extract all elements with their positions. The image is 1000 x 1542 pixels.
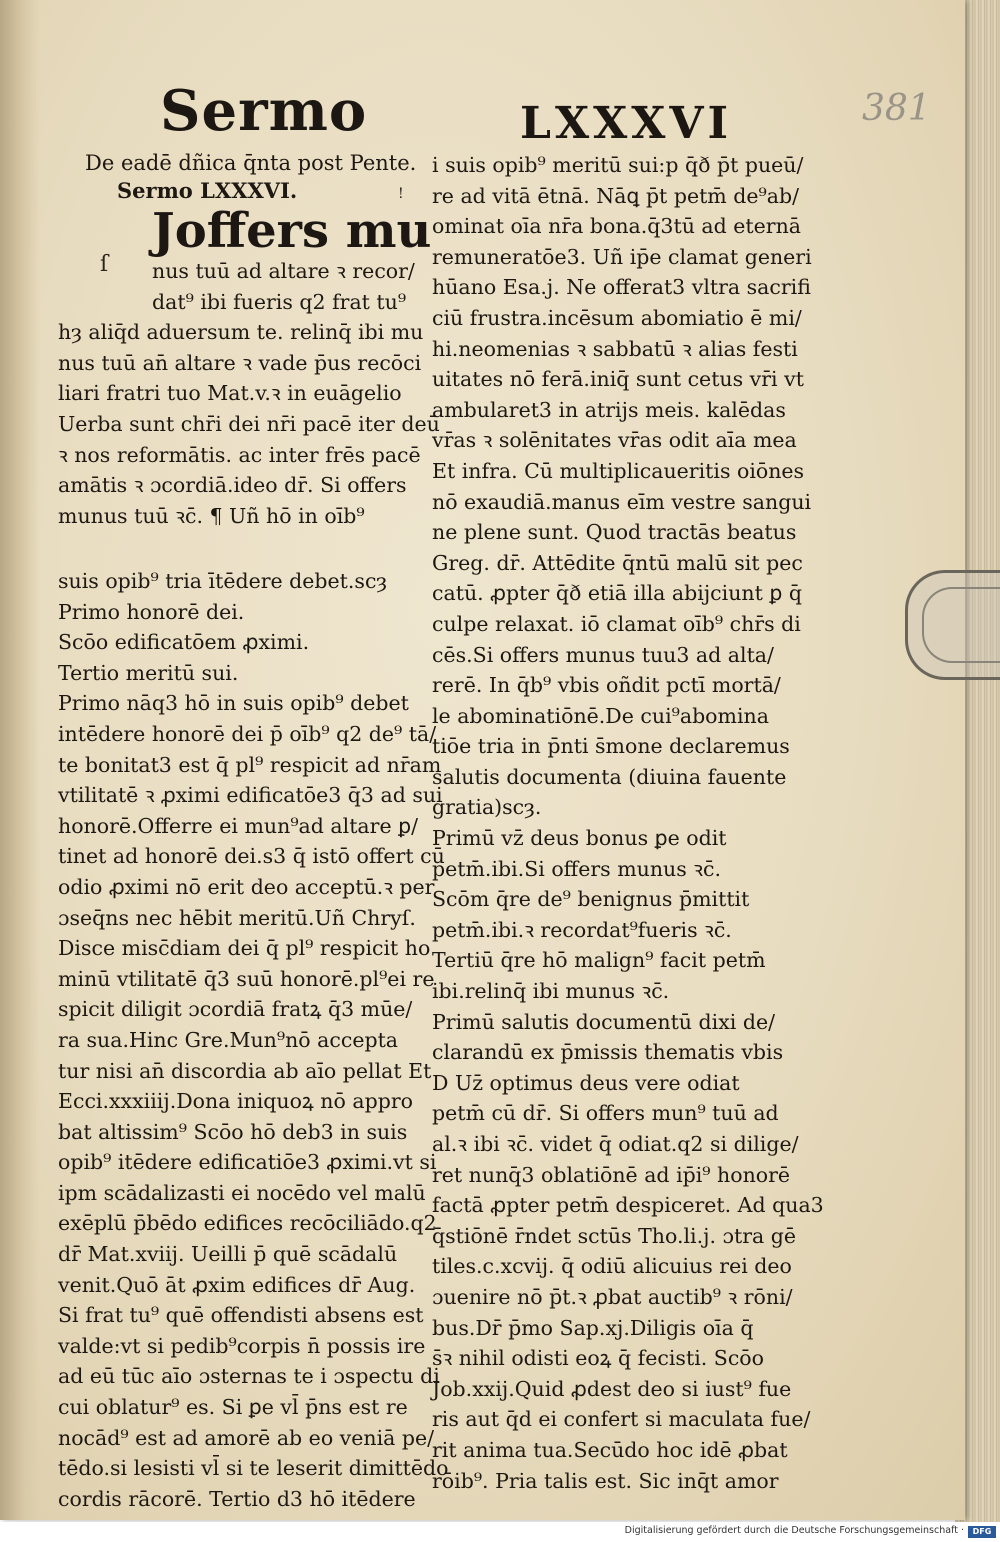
text-line: ɔuenire nō p̄t.ꝛ ꝓbat auctib⁹ ꝛ rōni/ <box>432 1284 793 1309</box>
left-text-column <box>58 566 449 1514</box>
sermon-heading-title: De eadē dñica q̄nta post Pente. <box>85 151 417 175</box>
text-line: nus tuū ad altare ꝛ recor/ <box>152 259 415 283</box>
text-line: Primo nāq3 hō in suis opib⁹ debet <box>58 691 409 716</box>
text-line: ominat oīa nr̄a bona.q̄3tū ad eternā <box>432 214 802 239</box>
text-line: vtilitatē ꝛ ꝓximi edificatōe3 q̄3 ad sui <box>58 783 443 808</box>
text-line: tēdo.si lesisti vl̄ si te leserit dimittēdo <box>58 1456 449 1481</box>
text-line: Scōm q̄re de⁹ benignus p̄mittit <box>432 887 750 912</box>
text-line: te bonitat3 est q̄ pl⁹ respicit ad nr̄am <box>58 752 442 777</box>
text-line: opib⁹ itēdere edificatiōe3 ꝓximi.vt si <box>58 1150 437 1175</box>
text-line: amātis ꝛ ɔcordiā.ideo dr̄. Si offers <box>58 473 407 498</box>
text-line: minū vtilitatē q̄3 suū honorē.pl⁹ei re <box>58 966 435 991</box>
footer-credit: Digitalisierung gefördert durch die Deutsche Forschungsgemeinschaft · <box>624 1525 964 1536</box>
text-line: ambularet3 in atrijs meis. kalēdas <box>432 397 786 422</box>
text-line: cordis rācorē. Tertio d3 hō itēdere <box>58 1486 416 1511</box>
text-line: ipm scādalizasti ei nocēdo vel malū <box>58 1180 426 1205</box>
text-line: Disce misc̄diam dei q̄ pl⁹ respicit ho <box>58 936 431 961</box>
page-clip <box>905 570 1000 680</box>
text-line: Uerba sunt chr̄i dei nr̄i pacē iter deū <box>58 411 440 436</box>
text-line: q̄stiōnē r̄ndet sctūs Tho.li.j. ɔtra gē <box>432 1223 797 1248</box>
text-line: remuneratōe3. Uñ ip̄e clamat generi <box>432 244 812 269</box>
text-line: hūano Esa.j. Ne offerat3 vltra sacrifi <box>432 275 811 300</box>
text-line: Greg. dr̄. Attēdite q̄ntū malū sit pec <box>432 550 803 575</box>
text-line: venit.Quō āt ꝓxim edifices dr̄ Aug. <box>58 1272 416 1297</box>
text-line: ɔseq̄ns nec hēbit meritū.Uñ Chryſ. <box>58 905 416 930</box>
sermon-heading-number: Sermo LXXXVI. <box>117 178 298 203</box>
text-line: vr̄as ꝛ solēnitates vr̄as odit aīa mea <box>432 428 797 453</box>
text-line: nus tuū an̄ altare ꝛ vade p̄us recōci <box>58 350 422 375</box>
text-line: ris aut q̄d ei confert si maculata fue/ <box>432 1407 811 1432</box>
text-line: tiōe tria in p̄nti s̄mone declaremus <box>432 734 790 759</box>
text-line: Tertiū q̄re hō malign⁹ facit petm̄ <box>432 948 766 973</box>
sermon-heading <box>85 150 416 204</box>
text-line: tinet ad honorē dei.s3 q̄ istō offert cū <box>58 844 445 869</box>
text-line: le abominatiōnē.De cui⁹abomina <box>432 703 769 728</box>
text-line: D Uz̄ optimus deus vere odiat <box>432 1070 740 1095</box>
text-line: dr̄ Mat.xviij. Ueilli p̄ quē scādalū <box>58 1242 398 1267</box>
dfg-logo: DFG <box>968 1526 996 1538</box>
text-line: factā ꝓpter petm̄ despiceret. Ad qua3 <box>432 1193 824 1218</box>
text-line: ra sua.Hinc Gre.Mun⁹nō accepta <box>58 1027 399 1052</box>
right-text-column <box>432 150 824 1496</box>
text-line: Si frat tu⁹ quē offendisti absens est <box>58 1303 424 1328</box>
text-line: munus tuū ꝛc̄. ¶ Uñ hō in oīb⁹ <box>58 503 365 528</box>
text-line: tiles.c.xcvij. q̄ odiū alicuius rei deo <box>432 1254 792 1279</box>
text-line: intēdere honorē dei p̄ oīb⁹ q2 de⁹ tā/ <box>58 721 437 746</box>
text-line: bus.Dr̄ p̄mo Sap.xj.Diligis oīa q̄ <box>432 1315 754 1340</box>
text-line: suis opib⁹ tria ītēdere debet.scȝ <box>58 569 388 593</box>
text-line: nocād⁹ est ad amorē ab eo veniā pe/ <box>58 1425 435 1450</box>
text-line: ad eū tūc aīo ɔsternas te i ɔspectu di <box>58 1364 440 1389</box>
text-line: s̄ꝛ nihil odisti eoꝝ q̄ fecisti. Scōo <box>432 1346 764 1371</box>
text-line: Et infra. Cū multiplicaueritis oiōnes <box>432 458 805 483</box>
text-line: rit anima tua.Secūdo hoc idē ꝓbat <box>432 1437 788 1462</box>
text-line: hȝ aliq̄d aduersum te. relinq̄ ibi mu <box>58 320 424 345</box>
footer-bar <box>0 1522 1000 1542</box>
decorated-initial-line: Joffers mu <box>152 203 432 259</box>
text-line: clarandū ex p̄missis thematis vbis <box>432 1040 784 1065</box>
text-line: bat altissim⁹ Scōo hō deb3 in suis <box>58 1119 408 1144</box>
text-line: salutis documenta (diuina fauente <box>432 764 787 789</box>
text-line: nō exaudiā.manus eīm vestre sangui <box>432 489 812 514</box>
text-line: re ad vitā ētnā. Nāꝗ p̄t petm̄ de⁹ab/ <box>432 183 799 208</box>
text-line: valde:vt si pedib⁹corpis n̄ possis ire <box>58 1333 426 1358</box>
text-line: al.ꝛ ibi ꝛc̄. videt q̄ odiat.q2 si dilige/ <box>432 1132 799 1156</box>
text-line: cēs.Si offers munus tuu3 ad alta/ <box>432 642 774 667</box>
text-line: petm̄.ibi.ꝛ recordat⁹fueris ꝛc̄. <box>432 917 732 942</box>
text-line: ibi.relinq̄ ibi munus ꝛc̄. <box>432 979 670 1004</box>
text-line: catū. ꝓpter q̄ð etiā illa abijciunt ꝑ q̄ <box>432 581 803 606</box>
text-line: rōib⁹. Pria talis est. Sic inq̄t amor <box>432 1468 779 1493</box>
text-line: ret nunq̄3 oblatiōnē ad ip̄i⁹ honorē <box>432 1162 791 1187</box>
text-line: odio ꝓximi nō erit deo acceptū.ꝛ per <box>58 874 435 899</box>
running-head-right: LXXXVI <box>520 98 733 149</box>
text-line: gratia)scȝ. <box>432 795 542 820</box>
folio-number: 381 <box>862 88 931 129</box>
text-line: ꝛ nos reformātis. ac inter frēs pacē <box>58 442 421 467</box>
text-line: cui oblatur⁹ es. Si ꝑe vl̄ p̄ns est re <box>58 1395 408 1420</box>
text-line: liari fratri tuo Mat.v.ꝛ in euāgelio <box>58 381 402 406</box>
text-line: Scōo edificatōem ꝓximi. <box>58 630 310 655</box>
text-line: exēplū p̄bēdo edifices recōciliādo.q2 <box>58 1211 437 1236</box>
text-line: i suis opib⁹ meritū sui:p q̄ð p̄t pueū/ <box>432 153 804 177</box>
text-line: petm̄ cū dr̄. Si offers mun⁹ tuū ad <box>432 1101 779 1126</box>
page-gutter <box>0 0 40 1520</box>
text-line: Primū salutis documentū dixi de/ <box>432 1009 775 1034</box>
text-line: honorē.Offerre ei mun⁹ad altare ꝑ/ <box>58 813 419 838</box>
text-line: hi.neomenias ꝛ sabbatū ꝛ alias festi <box>432 336 798 361</box>
text-line: culpe relaxat. iō clamat oīb⁹ chr̄s di <box>432 611 801 636</box>
dagger-mark: ! <box>398 186 404 202</box>
text-line: ciū frustra.incēsum abomiatio ē mi/ <box>432 305 802 330</box>
intro-text <box>58 256 440 531</box>
text-line: Job.xxij.Quid ꝓdest deo si iust⁹ fue <box>432 1376 792 1401</box>
text-line: Primo honorē dei. <box>58 599 245 624</box>
margin-annotation: ſ <box>100 252 109 277</box>
text-line: ne plene sunt. Quod tractās beatus <box>432 520 797 545</box>
text-line: Ecci.xxxiiij.Dona iniquoꝝ nō appro <box>58 1089 413 1114</box>
text-line: spicit diligit ɔcordiā fratꝝ q̄3 mūe/ <box>58 997 413 1022</box>
text-line: tur nisi an̄ discordia ab aīo pellat Et <box>58 1058 432 1083</box>
running-head-left: Sermo <box>160 78 368 144</box>
text-line: dat⁹ ibi fueris q2 frat tu⁹ <box>152 289 407 314</box>
text-line: Primū vz̄ deus bonus ꝑe odit <box>432 826 727 851</box>
text-line: uitates nō ferā.iniq̄ sunt cetus vr̄i vt <box>432 367 804 392</box>
text-line: petm̄.ibi.Si offers munus ꝛc̄. <box>432 856 721 881</box>
text-line: rerē. In q̄b⁹ vbis oñdit pctī mortā/ <box>432 673 781 698</box>
text-line: Tertio meritū sui. <box>58 660 239 685</box>
